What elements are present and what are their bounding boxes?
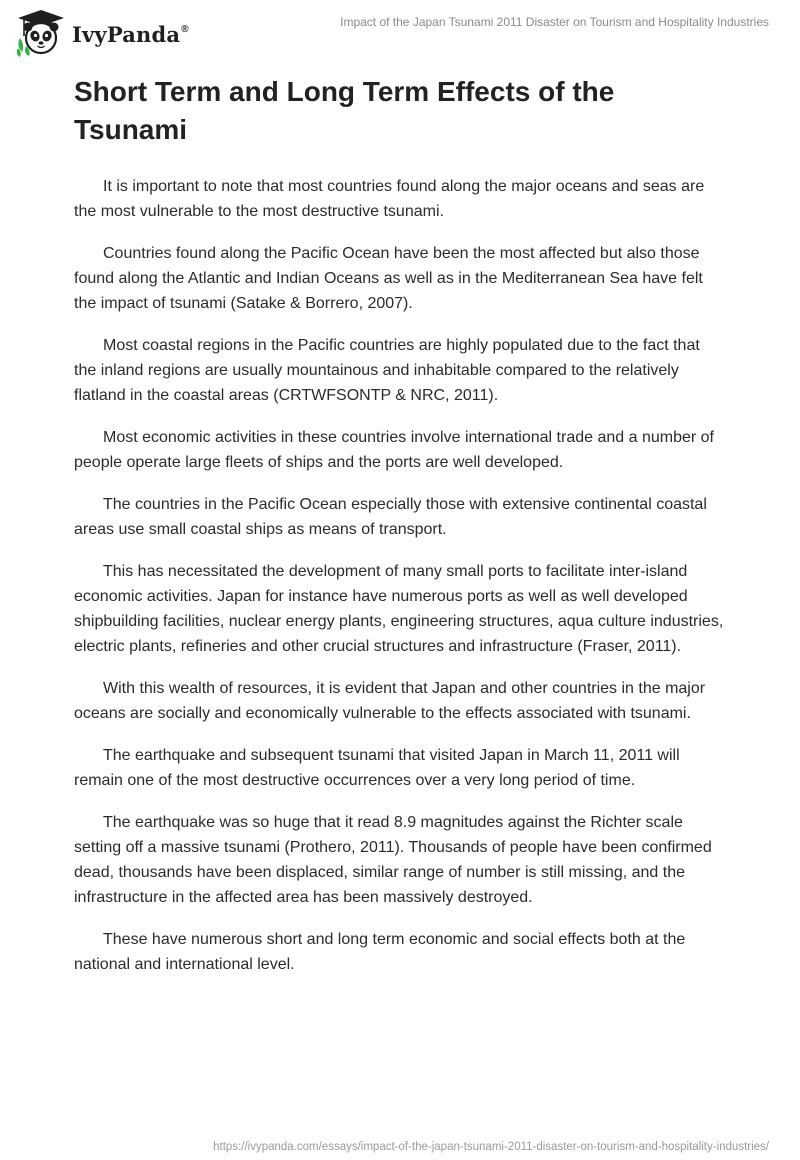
page-header — [0, 0, 800, 64]
paragraph: The earthquake and subsequent tsunami that visited Japan in March 11, 2011 will remain one of the most destructive occurrences over a very long period of time. — [74, 747, 680, 789]
paragraph: This has necessitated the development of many small ports to facilitate inter-island economic activities. Japan for instance have numerous ports as well as well developed shipbuilding facilities, nuclear energy plants, engineering structures, aqua culture industries, electric plants, refineries and other crucial structures and infrastructure (Fraser, 2011). — [74, 563, 724, 655]
paragraph: Most coastal regions in the Pacific countries are highly populated due to the fact that the inland regions are usually mountainous and inhabitable compared to the relatively flatland in the coastal areas (CRTWFSONTP & NRC, 2011). — [74, 337, 700, 404]
section-heading: Short Term and Long Term Effects of the Tsunami — [74, 76, 615, 145]
document-title: Impact of the Japan Tsunami 2011 Disaster on Tourism and Hospitality Industries — [340, 15, 769, 29]
paragraph: The countries in the Pacific Ocean especially those with extensive continental coastal areas use small coastal ships as means of transport. — [74, 496, 707, 538]
paragraph: The earthquake was so huge that it read 8.9 magnitudes against the Richter scale setting off a massive tsunami (Prothero, 2011). Thousands of people have been confirmed dead, thousands have been displaced, similar range of number is still missing, and the infrastructure in the affected area has been massively destroyed. — [74, 814, 712, 906]
brand-name: IvyPanda® — [72, 21, 189, 47]
footer-url-link[interactable]: https://ivypanda.com/essays/impact-of-the-japan-tsunami-2011-disaster-on-tourism-and-hospitality-industries/ — [213, 1141, 769, 1153]
registered-mark: ® — [181, 23, 189, 35]
paragraph: With this wealth of resources, it is evident that Japan and other countries in the major oceans are socially and economically vulnerable to the effects associated with tsunami. — [74, 680, 706, 722]
paragraph: It is important to note that most countries found along the major oceans and seas are the most vulnerable to the most destructive tsunami. — [74, 178, 705, 220]
paragraph: Most economic activities in these countries involve international trade and a number of people operate large fleets of ships and the ports are well developed. — [74, 429, 714, 471]
ivypanda-logo[interactable] — [14, 8, 189, 58]
paragraph: Countries found along the Pacific Ocean have been the most affected but also those found along the Atlantic and Indian Oceans as well as in the Mediterranean Sea have felt the impact of tsunami (Satake & Borrero, 2007). — [74, 245, 703, 312]
panda-graduate-icon — [14, 8, 68, 58]
paragraph: These have numerous short and long term economic and social effects both at the national and international level. — [74, 931, 686, 973]
article-body — [74, 174, 726, 994]
